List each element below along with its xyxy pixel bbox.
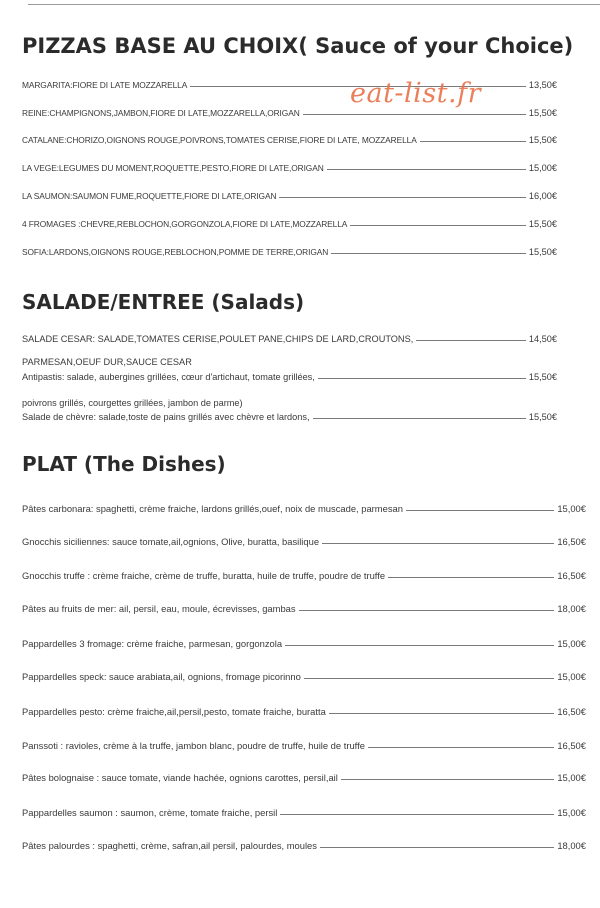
menu-item-antipastis — [22, 368, 557, 382]
item-price: 15,00€ — [557, 807, 586, 818]
leader-line — [406, 510, 554, 511]
item-price: 15,00€ — [528, 163, 557, 173]
item-description: LA SAUMON:SAUMON FUME,ROQUETTE,FIORE DI LATE,ORIGAN — [22, 191, 277, 201]
item-description: Salade de chèvre: salade,toste de pains grillés avec chèvre et lardons, — [22, 412, 310, 422]
menu-item-panssoti — [22, 737, 586, 751]
leader-line — [341, 779, 554, 780]
item-description: Pappardelles speck: sauce arabiata,ail, ognions, fromage picorinno — [22, 671, 301, 682]
salads-section-title: SALADE/ENTREE (Salads) — [22, 290, 305, 314]
item-description: 4 FROMAGES :CHEVRE,REBLOCHON,GORGONZOLA,FIORE DI LATE,MOZZARELLA — [22, 219, 348, 229]
item-description: Pâtes au fruits de mer: ail, persil, eau, moule, écrevisses, gambas — [22, 603, 296, 614]
watermark: eat-list.fr — [350, 78, 482, 109]
item-description: CATALANE:CHORIZO,OIGNONS ROUGE,POIVRONS,TOMATES CERISE,FIORE DI LATE, MOZZARELLA — [22, 135, 417, 145]
leader-line — [318, 378, 526, 379]
menu-item-pappardelles-saumon — [22, 804, 586, 818]
item-description: Pâtes carbonara: spaghetti, crème fraiche, lardons grillés,ouef, noix de muscade, parmesan — [22, 503, 403, 514]
item-description: Pappardelles saumon : saumon, crème, tomate fraiche, persil — [22, 807, 278, 818]
item-price: 15,50€ — [528, 372, 557, 382]
item-description: Panssoti : ravioles, crème à la truffe, jambon blanc, poudre de truffe, huile de truffe — [22, 740, 365, 751]
leader-line — [368, 747, 554, 748]
item-price: 15,50€ — [528, 412, 557, 422]
item-price: 15,00€ — [557, 503, 586, 514]
leader-line — [280, 814, 554, 815]
dishes-section-title: PLAT (The Dishes) — [22, 452, 226, 476]
item-description-continued: poivrons grillés, courgettes grillées, jambon de parme) — [22, 398, 243, 408]
item-price: 18,00€ — [557, 603, 586, 614]
item-description: REINE:CHAMPIGNONS,JAMBON,FIORE DI LATE,MOZZARELLA,ORIGAN — [22, 108, 300, 118]
item-price: 15,50€ — [528, 135, 557, 145]
item-price: 15,50€ — [528, 247, 557, 257]
menu-item-pates-carbonara — [22, 500, 586, 514]
menu-item-pappardelles-pesto — [22, 703, 586, 717]
leader-line — [388, 577, 554, 578]
leader-line — [313, 418, 526, 419]
item-price: 15,50€ — [528, 108, 557, 118]
item-price: 15,50€ — [528, 219, 557, 229]
item-description: LA VEGE:LEGUMES DU MOMENT,ROQUETTE,PESTO,FIORE DI LATE,ORIGAN — [22, 163, 324, 173]
leader-line — [329, 713, 555, 714]
leader-line — [327, 169, 526, 170]
item-description: Antipastis: salade, aubergines grillées, cœur d'artichaut, tomate grillées, — [22, 372, 315, 382]
item-price: 18,00€ — [557, 840, 586, 851]
menu-item-pates-bolognaise — [22, 769, 586, 783]
item-description: Pâtes palourdes : spaghetti, crème, safran,ail persil, palourdes, moules — [22, 840, 317, 851]
menu-item-4-fromages — [22, 215, 557, 229]
leader-line — [420, 141, 526, 142]
leader-line — [350, 225, 526, 226]
item-description: MARGARITA:FIORE DI LATE MOZZARELLA — [22, 80, 188, 90]
item-description: SALADE CESAR: SALADE,TOMATES CERISE,POULET PANE,CHIPS DE LARD,CROUTONS, — [22, 334, 414, 344]
item-price: 15,00€ — [557, 772, 586, 783]
menu-item-pappardelles-3-fromage — [22, 635, 586, 649]
menu-item-salade-cesar — [22, 330, 557, 344]
item-description: SOFIA:LARDONS,OIGNONS ROUGE,REBLOCHON,POMME DE TERRE,ORIGAN — [22, 247, 329, 257]
leader-line — [303, 114, 526, 115]
leader-line — [304, 678, 554, 679]
menu-item-la-saumon — [22, 187, 557, 201]
leader-line — [299, 610, 555, 611]
leader-line — [331, 253, 526, 254]
leader-line — [285, 645, 554, 646]
leader-line — [416, 340, 526, 341]
item-description: Pappardelles pesto: crème fraiche,ail,persil,pesto, tomate fraiche, buratta — [22, 706, 326, 717]
item-price: 13,50€ — [528, 80, 557, 90]
menu-item-salade-chevre — [22, 408, 557, 422]
item-price: 16,50€ — [557, 740, 586, 751]
leader-line — [279, 197, 525, 198]
item-price: 16,50€ — [557, 536, 586, 547]
item-description: Gnocchis truffe : crème fraiche, crème de truffe, buratta, huile de truffe, poudre de truffe — [22, 570, 386, 581]
menu-item-gnocchis-siciliennes — [22, 533, 586, 547]
menu-item-catalane — [22, 131, 557, 145]
top-divider — [28, 4, 600, 5]
menu-item-pates-fruits-de-mer — [22, 600, 586, 614]
item-price: 15,00€ — [557, 638, 586, 649]
leader-line — [322, 543, 554, 544]
item-price: 16,50€ — [557, 706, 586, 717]
menu-item-pates-palourdes — [22, 837, 586, 851]
menu-item-la-vege — [22, 159, 557, 173]
item-price: 15,00€ — [557, 671, 586, 682]
leader-line — [320, 847, 554, 848]
menu-item-gnocchis-truffe — [22, 567, 586, 581]
item-description: Pâtes bolognaise : sauce tomate, viande hachée, ognions carottes, persil,ail — [22, 772, 338, 783]
menu-item-pappardelles-speck — [22, 668, 586, 682]
item-description: Gnocchis siciliennes: sauce tomate,ail,ognions, Olive, buratta, basilique — [22, 536, 320, 547]
menu-item-sofia — [22, 243, 557, 257]
pizzas-section-title: PIZZAS BASE AU CHOIX( Sauce of your Choice) — [22, 34, 574, 58]
item-description-continued: PARMESAN,OEUF DUR,SAUCE CESAR — [22, 357, 192, 367]
item-price: 14,50€ — [528, 334, 557, 344]
item-price: 16,50€ — [557, 570, 586, 581]
item-description: Pappardelles 3 fromage: crème fraiche, parmesan, gorgonzola — [22, 638, 283, 649]
item-price: 16,00€ — [528, 191, 557, 201]
